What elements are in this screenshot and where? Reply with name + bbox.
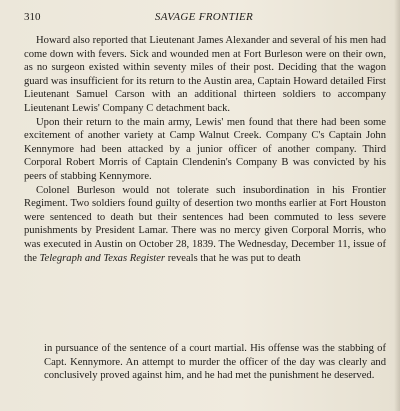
body-text xyxy=(24,34,386,265)
paragraph-1 xyxy=(24,34,386,116)
paragraph-3 xyxy=(24,184,386,266)
paragraph-1-text: Howard also reported that Lieutenant James Alexander and several of his men had come down with fevers. Sick and wounded men at Fort Burleson were on their own, as no surgeon existed within seventy miles of their post. Deciding that the wagon guard was insufficient for its return to the Austin area, Captain Howard detailed First Lieutenant Samuel Carson with an additional thirteen soldiers to accompany Lieutenant Lewis' Company C detachment back. xyxy=(24,35,386,114)
running-head: SAVAGE FRONTIER xyxy=(154,11,254,23)
page-header xyxy=(24,10,384,24)
paragraph-3-text-end: reveals that he was put to death xyxy=(165,252,301,264)
page-number: 310 xyxy=(24,11,41,23)
block-quote: in pursuance of the sentence of a court martial. His offense was the stabbing of Capt. Kennymore. An attempt to murder the officer of the day was clearly and conclusively proved against him, and he had met the punishment he deserved. xyxy=(44,343,386,382)
paragraph-3-text-start: Colonel Burleson would not tolerate such insubordination in his Frontier Regiment. Two soldiers found guilty of desertion two months earlier at Fort Houston were sentenced to death but their sentences had been commuted to less severe punishments by President Lamar. There was no mercy given Corporal Morris, who was executed in Austin on October 28, 1839. The Wednesday, December 11, issue of the xyxy=(24,184,386,264)
newspaper-title: Telegraph and Texas Register xyxy=(39,252,166,264)
paragraph-2-text: Upon their return to the main army, Lewis' men found that there had been some excitement of another variety at Camp Walnut Creek. Company C's Captain John Kennymore had been attacked by a junior officer of another company. Third Corporal Robert Morris of Captain Clendenin's Company B was convicted by his peers of stabbing Kennymore. xyxy=(24,116,386,182)
page-edge-shadow xyxy=(394,0,400,411)
paragraph-2 xyxy=(24,116,386,184)
